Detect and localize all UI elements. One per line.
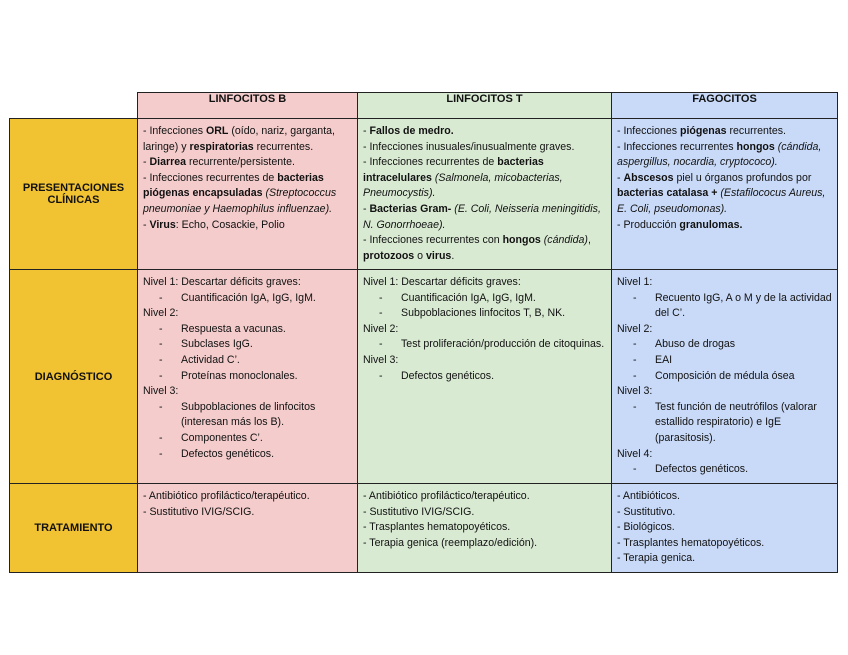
- cell-presentaciones-f: [612, 119, 838, 270]
- sub-item: [143, 353, 352, 369]
- row-label-presentaciones: PRESENTACIONES CLÍNICAS: [10, 119, 138, 270]
- text-line: - Diarrea recurrente/persistente.: [143, 156, 295, 169]
- text-line: - Infecciones inusuales/inusualmente graves.: [363, 140, 575, 153]
- sub-item-text: Cuantificación IgA, IgG, IgM.: [401, 291, 536, 304]
- level-heading: Nivel 3:: [363, 353, 399, 366]
- level-heading: Nivel 2:: [617, 322, 653, 335]
- cell-tratamiento-f: [612, 484, 838, 573]
- bullet-dash: -: [633, 400, 637, 413]
- sub-item: [143, 447, 352, 463]
- text-line: - Producción granulomas.: [617, 218, 743, 231]
- sub-item-text: Defectos genéticos.: [181, 447, 275, 460]
- row-tratamiento: [10, 484, 838, 573]
- cell-diagnostico-t: [358, 270, 612, 484]
- sub-item-text: Respuesta a vacunas.: [181, 322, 286, 335]
- text-line: - Infecciones ORL (oído, nariz, garganta, laringe) y respiratorias recurrentes.: [143, 125, 335, 153]
- text-line: - Abscesos piel u órganos profundos por bacterias catalasa + (Estafilococus Aureus, E. Coli, pseudomonas).: [617, 171, 826, 215]
- bullet-dash: -: [379, 369, 383, 382]
- level-heading: Nivel 3:: [143, 385, 179, 398]
- bullet-dash: -: [159, 400, 163, 413]
- bullet-dash: -: [159, 447, 163, 460]
- sub-item: [143, 337, 352, 353]
- list-item: - Antibiótico profiláctico/terapéutico.: [363, 490, 530, 502]
- sub-item-text: Composición de médula ósea: [655, 369, 795, 382]
- sub-item-text: Actividad C’.: [181, 353, 240, 366]
- sub-item: [363, 291, 606, 307]
- bullet-dash: -: [379, 338, 383, 351]
- text-line: - Virus: Echo, Cosackie, Polio: [143, 218, 285, 231]
- level-heading: Nivel 3:: [617, 385, 653, 398]
- list-item: - Terapia genica.: [617, 552, 696, 565]
- text-line: - Infecciones recurrentes de bacterias piógenas encapsuladas (Streptococcus pneumoniae y Haemophilus influenzae).: [143, 171, 337, 215]
- sub-item-text: Defectos genéticos.: [401, 369, 495, 382]
- sub-item-text: EAI: [655, 353, 673, 366]
- text-line: - Infecciones recurrentes hongos (cándida, aspergillus, nocardia, cryptococo).: [617, 140, 822, 169]
- list-item: - Sustitutivo.: [617, 505, 676, 518]
- sub-item-text: Cuantificación IgA, IgG, IgM.: [181, 291, 316, 304]
- level-heading: Nivel 4:: [617, 447, 653, 460]
- sub-item-text: Test función de neutrófilos (valorar estallido respiratorio) e IgE (parasitosis).: [655, 400, 817, 444]
- bullet-dash: -: [159, 322, 163, 335]
- sub-item: [143, 369, 352, 385]
- diagnostico-list-f: [612, 270, 837, 482]
- list-item: - Terapia genica (reemplazo/edición).: [363, 536, 538, 549]
- list-item: - Antibiótico profiláctico/terapéutico.: [143, 490, 310, 502]
- header-row: [10, 93, 838, 119]
- row-diagnostico: [10, 270, 838, 484]
- text-line: - Fallos de medro.: [363, 125, 454, 137]
- diagnostico-list-b: [138, 270, 357, 466]
- bullet-dash: -: [633, 338, 637, 351]
- level-heading: Nivel 2:: [363, 322, 399, 335]
- cell-diagnostico-b: [138, 270, 358, 484]
- cell-tratamiento-t: [358, 484, 612, 573]
- cell-presentaciones-b: [138, 119, 358, 270]
- sub-item: [363, 369, 606, 385]
- sub-item: [363, 337, 606, 353]
- sub-item: [143, 400, 352, 431]
- sub-item-text: Recuento IgG, A o M y de la actividad del C’.: [655, 291, 832, 320]
- bullet-dash: -: [159, 431, 163, 444]
- list-item: - Trasplantes hematopoyéticos.: [617, 536, 765, 549]
- sub-item-text: Subpoblaciones linfocitos T, B, NK.: [401, 307, 566, 320]
- text-line: - Bacterias Gram- (E. Coli, Neisseria meningitidis, N. Gonorrhoeae).: [363, 202, 601, 231]
- level-heading: Nivel 2:: [143, 307, 179, 320]
- sub-item: [617, 462, 832, 478]
- bullet-dash: -: [379, 307, 383, 320]
- text-line: - Infecciones piógenas recurrentes.: [617, 125, 786, 137]
- bullet-dash: -: [379, 291, 383, 304]
- sub-item-text: Subclases IgG.: [181, 338, 253, 351]
- header-linfocitos-t: LINFOCITOS T: [358, 93, 612, 119]
- bullet-dash: -: [159, 291, 163, 304]
- sub-item-text: Proteínas monoclonales.: [181, 369, 298, 382]
- sub-item: [617, 291, 832, 322]
- row-label-tratamiento: TRATAMIENTO: [10, 484, 138, 573]
- header-linfocitos-b: LINFOCITOS B: [138, 93, 358, 119]
- list-item: - Biológicos.: [617, 521, 675, 534]
- sub-item-text: Subpoblaciones de linfocitos (interesan más los B).: [181, 400, 316, 429]
- bullet-dash: -: [159, 338, 163, 351]
- sub-item-text: Abuso de drogas: [655, 338, 736, 351]
- row-label-diagnostico: DIAGNÓSTICO: [10, 270, 138, 484]
- cell-presentaciones-t: [358, 119, 612, 270]
- row-presentaciones: [10, 119, 838, 270]
- diagnostico-list-t: [358, 270, 611, 388]
- cell-diagnostico-f: [612, 270, 838, 484]
- corner-cell: [10, 93, 138, 119]
- bullet-dash: -: [633, 353, 637, 366]
- sub-item: [617, 400, 832, 447]
- level-heading: Nivel 1: Descartar déficits graves:: [363, 276, 521, 288]
- level-heading: Nivel 1:: [617, 276, 653, 288]
- level-heading: Nivel 1: Descartar déficits graves:: [143, 276, 301, 288]
- comparison-table: [9, 92, 838, 573]
- sub-item: [143, 291, 352, 307]
- text-line: - Infecciones recurrentes de bacterias intracelulares (Salmonela, micobacterias, Pneumocystis).: [363, 156, 563, 200]
- bullet-dash: -: [633, 369, 637, 382]
- sub-item-text: Componentes C’.: [181, 431, 263, 444]
- sub-item: [143, 322, 352, 338]
- list-item: - Sustitutivo IVIG/SCIG.: [143, 505, 255, 518]
- sub-item: [617, 369, 832, 385]
- sub-item-text: Defectos genéticos.: [655, 463, 749, 476]
- list-item: - Antibióticos.: [617, 490, 681, 502]
- sub-item: [617, 353, 832, 369]
- header-fagocitos: FAGOCITOS: [612, 93, 838, 119]
- sub-item: [617, 337, 832, 353]
- bullet-dash: -: [633, 463, 637, 476]
- sub-item: [363, 306, 606, 322]
- sub-item-text: Test proliferación/producción de citoquinas.: [401, 338, 605, 351]
- bullet-dash: -: [159, 369, 163, 382]
- list-item: - Trasplantes hematopoyéticos.: [363, 521, 511, 534]
- cell-tratamiento-b: [138, 484, 358, 573]
- sub-item: [143, 431, 352, 447]
- list-item: - Sustitutivo IVIG/SCIG.: [363, 505, 475, 518]
- bullet-dash: -: [159, 353, 163, 366]
- text-line: - Infecciones recurrentes con hongos (cándida), protozoos o virus.: [363, 234, 591, 262]
- bullet-dash: -: [633, 291, 637, 304]
